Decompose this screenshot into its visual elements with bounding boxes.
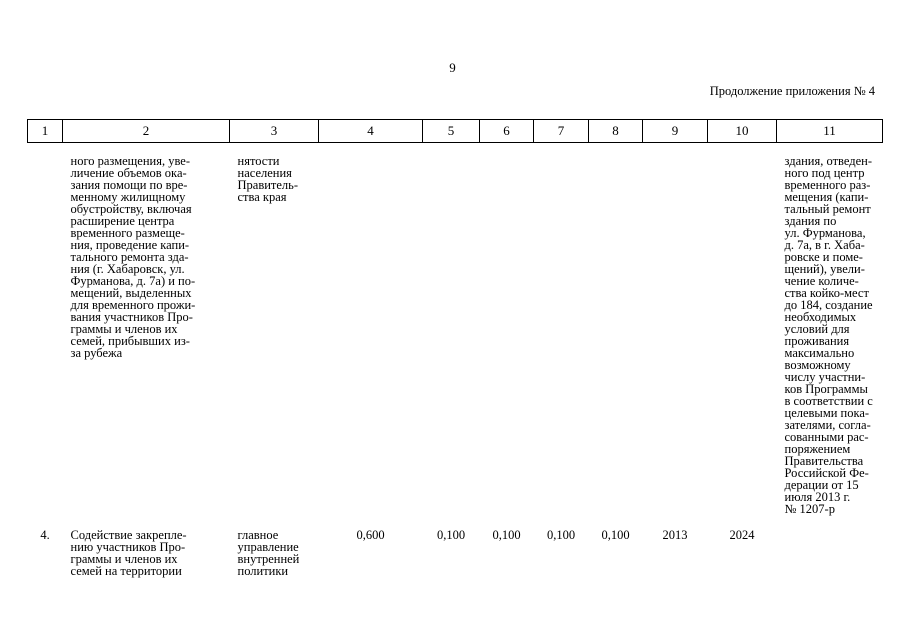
row-number [28, 143, 63, 516]
header-cell: 3 [230, 120, 319, 143]
cell-value: 0,100 [436, 528, 466, 542]
cell-value: 0,100 [546, 528, 576, 542]
table-row [28, 143, 883, 516]
header-cell: 9 [643, 120, 708, 143]
header-cell: 11 [777, 120, 883, 143]
start-year: 2013 [662, 528, 688, 542]
measure-description: ного размещения, уве- личение объемов ока- зания помощи по вре- менному жилищному обустройству, включая расширение центра временного размеще- ния, проведение капи- тального ремонта зда- ния (г. Хабаровск, ул. Фурманова, д. 7а) и по- мещений, выделенных для временного прожи- вания участников Про- граммы и членов их семей, прибывших из- за рубежа [70, 154, 196, 360]
responsible-executor: нятости населения Правитель- ства края [237, 154, 299, 204]
row-number: 4. [40, 528, 50, 542]
cell-total [319, 143, 423, 516]
cell-value: 0,100 [601, 528, 630, 542]
cell-value [534, 143, 589, 516]
end-year: 2024 [729, 528, 755, 542]
header-cell: 2 [63, 120, 230, 143]
header-cell: 6 [480, 120, 534, 143]
header-cell: 10 [708, 120, 777, 143]
header-cell: 7 [534, 120, 589, 143]
header-cell: 8 [589, 120, 643, 143]
continuation-note: Продолжение приложения № 4 [709, 84, 875, 98]
table-row [28, 515, 883, 577]
cell-value [589, 143, 643, 516]
responsible-executor: главное управление внутренней политики [237, 528, 300, 578]
expected-result: здания, отведен- ного под центр временного раз- мещения (капи- тальный ремонт здания по ул. Фурманова, д. 7а, в г. Хаба- ровске и поме- щений), увели- чение количе- ства койко-мест до 184, создание необходимых условий для проживания максимально возможному числу участни- ков Программы в соответствии с целевыми пока- зателями, согла- сованными рас- поряжением Правительства Российской Фе- дерации от 15 июля 2013 г. № 1207-р [784, 154, 873, 516]
header-cell: 4 [319, 120, 423, 143]
expected-result [777, 515, 883, 577]
cell-value [480, 143, 534, 516]
header-cell: 5 [423, 120, 480, 143]
cell-value [423, 143, 480, 516]
page-number: 9 [449, 60, 456, 75]
measure-description: Содействие закрепле- нию участников Про- граммы и членов их семей на территории [70, 528, 187, 578]
cell-total: 0,600 [356, 528, 385, 542]
cell-value: 0,100 [492, 528, 521, 542]
appendix-table [27, 119, 883, 577]
header-row [28, 120, 883, 143]
header-cell: 1 [28, 120, 63, 143]
end-year [708, 143, 777, 516]
start-year [643, 143, 708, 516]
